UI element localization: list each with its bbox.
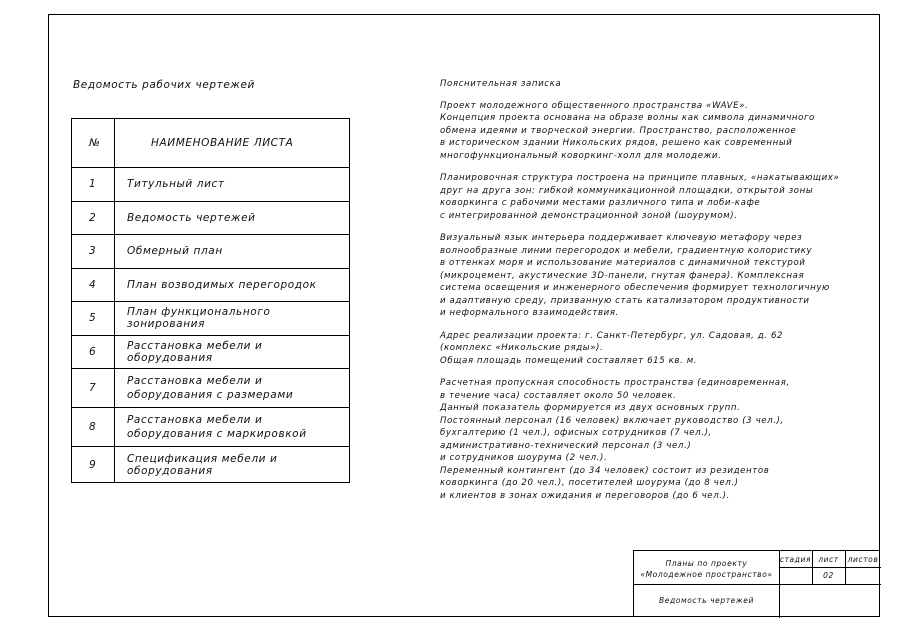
row-num: 5 <box>72 302 115 336</box>
row-name: Ведомость чертежей <box>115 201 350 235</box>
row-num: 4 <box>72 268 115 302</box>
row-num: 2 <box>72 201 115 235</box>
stamp-stage-label: стадия <box>779 555 812 564</box>
row-num: 6 <box>72 335 115 369</box>
stamp-sheet-title: Ведомость чертежей <box>659 596 754 605</box>
note-title: Пояснительная записка <box>440 79 562 89</box>
row-num: 7 <box>72 369 115 408</box>
row-num: 3 <box>72 235 115 269</box>
table-row <box>72 335 350 369</box>
row-name: Расстановка мебели и оборудования с маркировкой <box>115 408 350 447</box>
row-num: 9 <box>72 447 115 483</box>
table-row <box>72 447 350 483</box>
note-paragraph: Проект молодежного общественного пространства «WAVE». Концепция проекта основана на образе волны как символа динамичного обмена идеями и творческой энергии. Пространство, расположенное в историческом здании Никольских рядов, решено как современный многофункциональный коворкинг-холл для молодежи. <box>440 100 815 161</box>
row-name: Титульный лист <box>115 168 350 202</box>
note-paragraph: Расчетная пропускная способность пространства (единовременная, в течение часа) составляет около 50 человек. Данный показатель формируется из двух основных групп. Постоянный персонал (16 человек) включает руководство (3 чел.), бухгалтерию (1 чел.), офисных сотрудников (7 чел.), административно-технический персонал (3 чел.) и сотрудников шоурума (2 чел.). Переменный контингент (до 34 человек) состоит из резидентов коворкинга (до 20 чел.), посетителей шоурума (до 8 чел.) и клиентов в зонах ожидания и переговоров (до 6 чел.). <box>440 378 790 501</box>
table-header-row <box>72 119 350 168</box>
stamp-divider <box>634 584 881 585</box>
header-num: № <box>72 119 115 168</box>
stamp-sheet-label: лист <box>818 555 839 564</box>
header-name: НАИМЕНОВАНИЕ ЛИСТА <box>115 119 350 168</box>
drawings-list-title: Ведомость рабочих чертежей <box>73 79 255 91</box>
explanatory-note <box>440 78 860 512</box>
stamp-sheet-value: 02 <box>823 571 834 580</box>
note-paragraph: Адрес реализации проекта: г. Санкт-Петербург, ул. Садовая, д. 62 (комплекс «Никольские ряды»). Общая площадь помещений составляет 615 кв. м. <box>440 330 784 366</box>
row-name: Расстановка мебели и оборудования <box>115 335 350 369</box>
table-row <box>72 369 350 408</box>
stamp-project-line1: Планы по проекту <box>665 559 748 568</box>
row-name: План возводимых перегородок <box>115 268 350 302</box>
row-name: Расстановка мебели и оборудования с размерами <box>115 369 350 408</box>
title-block <box>633 550 880 617</box>
stamp-project-line2: «Молодежное пространство» <box>640 570 773 579</box>
table-row <box>72 302 350 336</box>
stamp-divider <box>779 567 881 568</box>
note-paragraph: Визуальный язык интерьера поддерживает ключевую метафору через волнообразные линии перегородок и мебели, градиентную колористику в оттенках моря и использование материалов с динамичной текстурой (микроцемент, акустические 3D-панели, гнутая фанера). Комплексная система освещения и инженерного обеспечения формирует технологичную и адаптивную среду, призванную стать катализатором продуктивности и неформального взаимодействия. <box>440 233 830 318</box>
stamp-sheets-label: листов <box>847 555 879 564</box>
row-name: План функционального зонирования <box>115 302 350 336</box>
table-row <box>72 168 350 202</box>
note-paragraph: Планировочная структура построена на принципе плавных, «накатывающих» друг на друга зон: гибкой коммуникационной площадки, открытой зоны коворкинга с рабочими местами различного типа и лоби-кафе с интегрированной демонстрационной зоной (шоурумом). <box>440 173 840 221</box>
table-row <box>72 201 350 235</box>
row-num: 8 <box>72 408 115 447</box>
drawings-list-table <box>71 118 350 483</box>
table-row <box>72 408 350 447</box>
row-name: Спецификация мебели и оборудования <box>115 447 350 483</box>
table-row <box>72 268 350 302</box>
table-row <box>72 235 350 269</box>
row-name: Обмерный план <box>115 235 350 269</box>
row-num: 1 <box>72 168 115 202</box>
